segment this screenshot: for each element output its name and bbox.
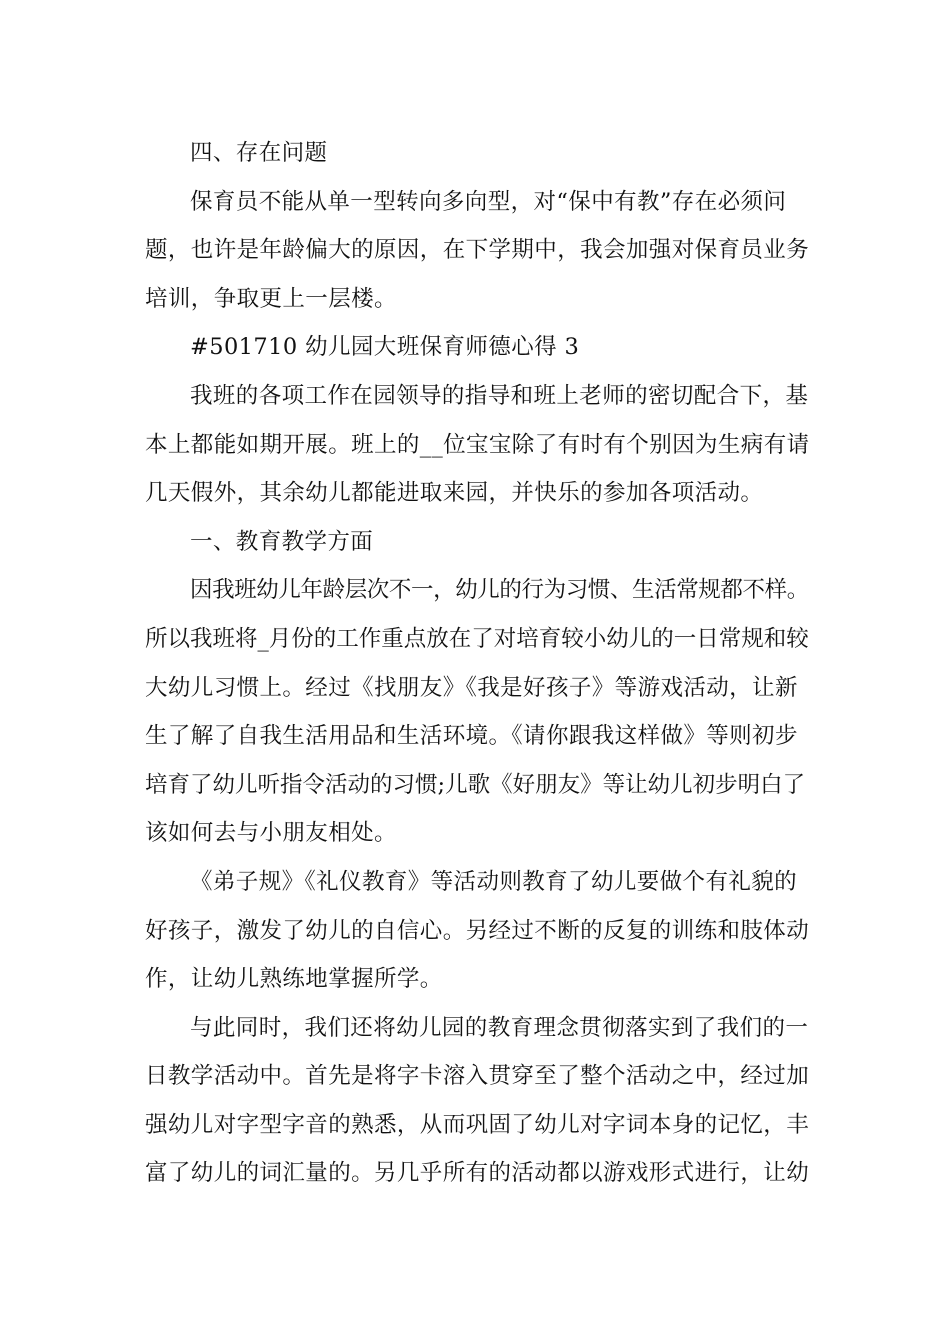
section-heading-problems [145, 129, 810, 178]
document-body [145, 129, 810, 1198]
text-line: 题，也许是年龄偏大的原因，在下学期中，我会加强对保育员业务 [145, 237, 810, 264]
text-line: 所以我班将_月份的工作重点放在了对培育较小幼儿的一日常规和较 [145, 625, 809, 652]
text-line: 强幼儿对字型字音的熟悉，从而巩固了幼儿对字词本身的记忆，丰 [145, 1111, 810, 1138]
paragraph-caregiver-issue [145, 178, 810, 324]
text-line: 好孩子，激发了幼儿的自信心。另经过不断的反复的训练和肢体动 [145, 917, 810, 944]
section-heading-teaching [145, 518, 810, 567]
text-line: 培训，争取更上一层楼。 [145, 285, 397, 312]
text-line: 与此同时，我们还将幼儿园的教育理念贯彻落实到了我们的一 [190, 1014, 809, 1041]
text-line: 大幼儿习惯上。经过《找朋友》《我是好孩子》等游戏活动，让新 [145, 674, 798, 701]
text-line: 该如何去与小朋友相处。 [145, 820, 397, 847]
paragraph-etiquette [145, 858, 810, 1004]
text-line: 《弟子规》《礼仪教育》等活动则教育了幼儿要做个有礼貌的 [190, 868, 798, 895]
text-line: 日教学活动中。首先是将字卡溶入贯穿至了整个活动之中，经过加 [145, 1063, 810, 1090]
text-line: 富了幼儿的词汇量的。另几乎所有的活动都以游戏形式进行，让幼 [145, 1160, 810, 1187]
text-line: 因我班幼儿年龄层次不一，幼儿的行为习惯、生活常规都不样。 [190, 577, 809, 604]
paragraph-age-levels [145, 566, 810, 858]
text-line: 四、存在问题 [190, 140, 328, 166]
text-line: 几天假外，其余幼儿都能进取来园，并快乐的参加各项活动。 [145, 480, 764, 507]
text-line: 我班的各项工作在园领导的指导和班上老师的密切配合下，基 [190, 382, 809, 409]
paragraph-class-work [145, 372, 810, 518]
text-line: #501710 幼儿园大班保育师德心得 3 [190, 334, 580, 361]
text-line: 保育员不能从单一型转向多向型，对“保中有教”存在必须问 [190, 188, 787, 215]
text-line: 本上都能如期开展。班上的__位宝宝除了有时有个别因为生病有请 [145, 431, 810, 458]
paragraph-teaching-philosophy [145, 1004, 810, 1198]
article-title [145, 323, 810, 372]
text-line: 一、教育教学方面 [190, 528, 374, 555]
text-line: 生了解了自我生活用品和生活环境。《请你跟我这样做》等则初步 [145, 723, 798, 750]
text-line: 培育了幼儿听指令活动的习惯;儿歌《好朋友》等让幼儿初步明白了 [145, 771, 806, 798]
text-line: 作，让幼儿熟练地掌握所学。 [145, 966, 443, 993]
